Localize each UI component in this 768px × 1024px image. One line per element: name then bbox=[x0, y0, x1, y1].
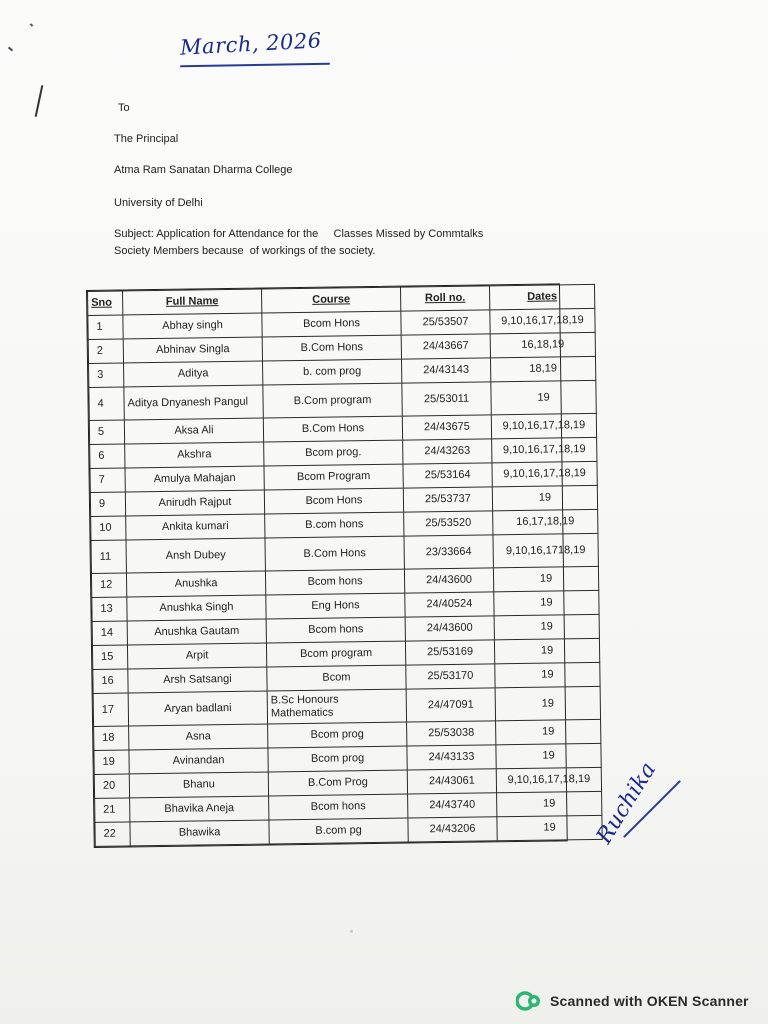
cell-course: Bcom hons bbox=[266, 617, 405, 643]
cell-roll-no: 25/53038 bbox=[407, 721, 496, 746]
cell-dates: 9,10,16,17,18,19 bbox=[496, 767, 601, 792]
cell-roll-no: 25/53520 bbox=[404, 511, 493, 536]
column-header-course: Course bbox=[262, 287, 401, 313]
letter-college: Atma Ram Sanatan Dharma College bbox=[114, 164, 293, 176]
cell-dates: 16,18,19 bbox=[490, 332, 595, 357]
cell-dates: 19 bbox=[495, 662, 600, 687]
cell-roll-no: 24/43061 bbox=[407, 769, 496, 794]
letter-to: To bbox=[118, 102, 130, 114]
cell-dates: 19 bbox=[497, 815, 602, 840]
cell-dates: 19 bbox=[495, 686, 600, 720]
cell-full-name: Bhanu bbox=[129, 772, 268, 798]
cell-course: Bcom Hons bbox=[262, 311, 401, 337]
cell-roll-no: 24/43133 bbox=[407, 745, 496, 770]
cell-sno: 10 bbox=[91, 516, 126, 540]
cell-course: B.Com Hons bbox=[262, 335, 401, 361]
cell-roll-no: 24/43740 bbox=[408, 793, 497, 818]
cell-course: Bcom Program bbox=[264, 464, 403, 490]
cell-sno: 13 bbox=[92, 597, 127, 621]
cell-dates: 9,10,16,17,18,19 bbox=[492, 437, 597, 462]
cell-sno: 22 bbox=[95, 822, 130, 846]
letter-recipient: The Principal bbox=[114, 133, 179, 145]
cell-course: B.Com Hons bbox=[265, 536, 404, 571]
cell-full-name: Abhinav Singla bbox=[123, 337, 262, 363]
cell-sno: 7 bbox=[90, 468, 125, 492]
cell-course: B.com pg bbox=[269, 818, 408, 844]
cell-full-name: Avinandan bbox=[129, 748, 268, 774]
handwritten-date: March, 2026 bbox=[179, 28, 323, 60]
cell-roll-no: 24/43675 bbox=[402, 415, 491, 440]
cell-dates: 19 bbox=[493, 566, 598, 591]
pen-mark bbox=[8, 47, 13, 52]
cell-course: b. com prog bbox=[263, 359, 402, 385]
letter-university: University of Delhi bbox=[114, 197, 203, 209]
cell-sno: 20 bbox=[94, 774, 129, 798]
cell-dates: 19 bbox=[496, 743, 601, 768]
letter-subject-line2: Society Members because of workings of the society. bbox=[114, 245, 376, 257]
handwritten-signature: Ruchika bbox=[592, 758, 662, 849]
cell-dates: 19 bbox=[497, 791, 602, 816]
cell-full-name: Ankita kumari bbox=[126, 514, 265, 540]
cell-dates: 19 bbox=[491, 380, 596, 414]
cell-full-name: Anushka Gautam bbox=[127, 619, 266, 645]
cell-roll-no: 25/53737 bbox=[403, 487, 492, 512]
cell-sno: 19 bbox=[94, 750, 129, 774]
cell-course: B.Com Prog bbox=[268, 770, 407, 796]
cell-course: Bcom prog bbox=[268, 746, 407, 772]
cell-course: Bcom prog bbox=[268, 722, 407, 748]
cell-sno: 11 bbox=[91, 540, 126, 573]
column-header-roll-no: Roll no. bbox=[400, 286, 489, 311]
cell-course: Eng Hons bbox=[266, 593, 405, 619]
cell-dates: 19 bbox=[494, 590, 599, 615]
cell-full-name: Aksa Ali bbox=[124, 418, 263, 444]
cell-roll-no: 24/47091 bbox=[406, 688, 495, 722]
cell-sno: 15 bbox=[92, 645, 127, 669]
cell-course: Bcom hons bbox=[265, 569, 404, 595]
cell-roll-no: 24/43263 bbox=[403, 439, 492, 464]
cell-full-name: Amulya Mahajan bbox=[125, 466, 264, 492]
table-body bbox=[88, 308, 602, 846]
cell-dates: 16,17,18,19 bbox=[493, 509, 598, 534]
cell-course: Bcom hons bbox=[269, 794, 408, 820]
cell-roll-no: 24/43600 bbox=[404, 568, 493, 593]
cell-full-name: Arpit bbox=[127, 643, 266, 669]
cell-dates: 9,10,16,1718,19 bbox=[493, 533, 598, 567]
cell-roll-no: 24/43143 bbox=[401, 358, 490, 383]
cell-sno: 2 bbox=[88, 339, 123, 363]
cell-sno: 14 bbox=[92, 621, 127, 645]
cell-full-name: Akshra bbox=[125, 442, 264, 468]
cell-sno: 21 bbox=[95, 798, 130, 822]
cell-roll-no: 25/53170 bbox=[406, 664, 495, 689]
date-underline bbox=[180, 63, 330, 68]
watermark-text: Scanned with OKEN Scanner bbox=[550, 993, 749, 1009]
cell-sno: 4 bbox=[89, 387, 124, 420]
cell-sno: 9 bbox=[90, 492, 125, 516]
cell-full-name: Anirudh Rajput bbox=[125, 490, 264, 516]
cell-full-name: Ansh Dubey bbox=[126, 538, 265, 573]
cell-dates: 9,10,16,17,18,19 bbox=[491, 413, 596, 438]
cell-roll-no: 24/43667 bbox=[401, 334, 490, 359]
cell-course: B.Com program bbox=[263, 383, 402, 418]
cell-roll-no: 25/53507 bbox=[401, 310, 490, 335]
cell-roll-no: 24/40524 bbox=[405, 592, 494, 617]
cell-dates: 9,10,16,17,18,19 bbox=[492, 461, 597, 486]
column-header-full-name: Full Name bbox=[123, 289, 262, 315]
cell-dates: 19 bbox=[492, 485, 597, 510]
pen-stroke bbox=[35, 85, 44, 117]
cell-course: Bcom program bbox=[266, 641, 405, 667]
cell-roll-no: 24/43206 bbox=[408, 817, 497, 842]
pen-mark bbox=[30, 23, 34, 26]
cell-sno: 18 bbox=[94, 726, 129, 750]
cell-roll-no: 23/33664 bbox=[404, 535, 493, 569]
letter-subject-line1: Subject: Application for Attendance for the Classes Missed by Commtalks bbox=[114, 228, 484, 240]
cell-dates: 9,10,16,17,18,19 bbox=[490, 308, 595, 333]
cell-full-name: Abhay singh bbox=[123, 313, 262, 339]
cell-sno: 3 bbox=[89, 363, 124, 387]
scanner-watermark bbox=[516, 990, 749, 1012]
cell-roll-no: 25/53169 bbox=[405, 640, 494, 665]
cell-full-name: Anushka bbox=[126, 571, 265, 597]
cell-course: B.Sc Honours Mathematics bbox=[267, 689, 406, 724]
cell-sno: 6 bbox=[90, 444, 125, 468]
cell-dates: 19 bbox=[494, 614, 599, 639]
cell-sno: 1 bbox=[88, 315, 123, 339]
cell-full-name: Bhawika bbox=[130, 820, 269, 846]
cell-course: Bcom bbox=[267, 665, 406, 691]
scan-smudge bbox=[350, 930, 353, 933]
column-header-sno: Sno bbox=[88, 291, 123, 315]
cell-dates: 19 bbox=[496, 719, 601, 744]
cell-roll-no: 25/53164 bbox=[403, 463, 492, 488]
cell-full-name: Aditya Dnyanesh Pangul bbox=[124, 385, 263, 420]
cell-sno: 5 bbox=[89, 420, 124, 444]
cell-full-name: Asna bbox=[129, 724, 268, 750]
cell-full-name: Aryan badlani bbox=[128, 691, 267, 726]
cell-course: B.com hons bbox=[265, 512, 404, 538]
cell-full-name: Arsh Satsangi bbox=[128, 667, 267, 693]
cell-sno: 16 bbox=[93, 669, 128, 693]
cell-dates: 19 bbox=[494, 638, 599, 663]
cell-full-name: Bhavika Aneja bbox=[130, 796, 269, 822]
cell-full-name: Aditya bbox=[124, 361, 263, 387]
oken-scanner-logo-icon bbox=[516, 990, 542, 1012]
cell-course: Bcom Hons bbox=[264, 488, 403, 514]
cell-course: Bcom prog. bbox=[264, 440, 403, 466]
cell-dates: 18,19 bbox=[490, 356, 595, 381]
cell-course: B.Com Hons bbox=[263, 416, 402, 442]
cell-sno: 12 bbox=[91, 573, 126, 597]
column-header-dates: Dates bbox=[489, 284, 594, 309]
cell-sno: 17 bbox=[93, 693, 128, 726]
attendance-table bbox=[86, 283, 591, 848]
cell-roll-no: 24/43600 bbox=[405, 616, 494, 641]
cell-roll-no: 25/53011 bbox=[402, 382, 491, 416]
cell-full-name: Anushka Singh bbox=[127, 595, 266, 621]
